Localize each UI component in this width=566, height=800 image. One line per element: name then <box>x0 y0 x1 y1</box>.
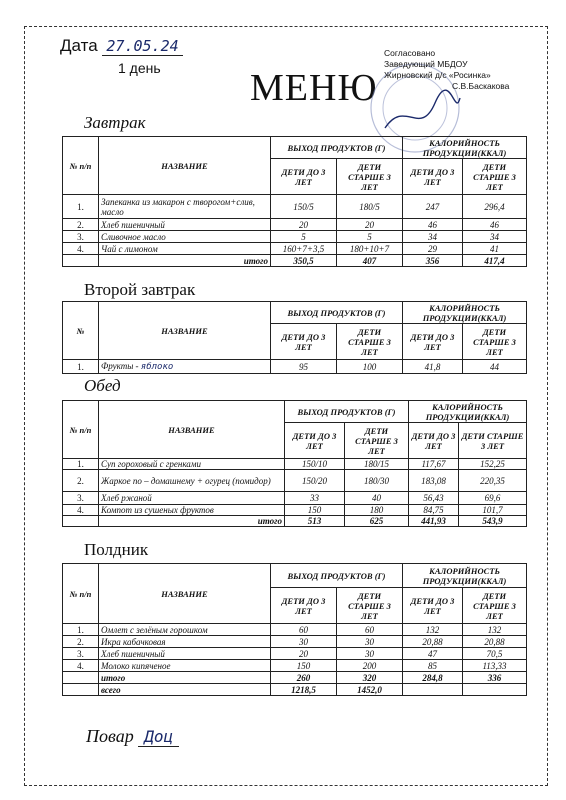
total-row: итого 350,5 407 356 417,4 <box>63 255 527 267</box>
cook-signature-line: Повар Доц <box>86 726 179 747</box>
handwritten-fruit: яблоко <box>140 362 174 372</box>
table-row: 4. Компот из сушеных фруктов 150 180 84,75 101,7 <box>63 505 527 516</box>
page-title: МЕНЮ <box>250 67 378 109</box>
date-value: 27.05.24 <box>102 37 182 56</box>
section-title-lunch: Обед <box>84 376 121 395</box>
day-label: 1 день <box>118 60 161 76</box>
section-title-snack: Полдник <box>84 540 149 559</box>
table-row: 3. Сливочное масло 5 5 34 34 <box>63 231 527 243</box>
grand-total-row: всего 1218,5 1452,0 <box>63 684 527 696</box>
table-lunch: № п/п НАЗВАНИЕ ВЫХОД ПРОДУКТОВ (Г) КАЛОРИЙНОСТЬ ПРОДУКЦИИ(ККАЛ) ДЕТИ ДО 3 ЛЕТ ДЕТИ СТАРШЕ 3 ЛЕТ ДЕТИ ДО 3 ЛЕТ ДЕТИ СТАРШЕ 3 ЛЕТ 1. Суп гороховый с гренками 150/10 180/15 117,67 152,25 2. Жаркое по – домашнему + огурец (помидор) 150/20 180/30 183,08 220,35 3. Хлеб ржаной 33 40 56,43 69,6 4. Компот из сушеных фруктов 150 180 84,75 101,7 итого 513 625 441,93 543,9 <box>62 400 527 527</box>
approval-block: Согласовано Заведующий МБДОУ Жирновский д/с «Росинка» С.В.Баскакова <box>384 48 510 91</box>
cook-signature: Доц <box>138 727 179 747</box>
table-row: 1. Суп гороховый с гренками 150/10 180/15 117,67 152,25 <box>63 459 527 470</box>
table-row: 4. Чай с лимоном 160+7+3,5 180+10+7 29 41 <box>63 243 527 255</box>
table-row: 4. Молоко кипяченое 150 200 85 113,33 <box>63 660 527 672</box>
table-row: 1. Омлет с зелёным горошком 60 60 132 132 <box>63 624 527 636</box>
section-title-second-breakfast: Второй завтрак <box>84 280 196 299</box>
table-row: 1. Запеканка из макарон с творогом+слив, масло 150/5 180/5 247 296,4 <box>63 195 527 219</box>
total-row: итого 513 625 441,93 543,9 <box>63 516 527 527</box>
table-row: 3. Хлеб пшеничный 20 30 47 70,5 <box>63 648 527 660</box>
table-row: 2. Икра кабачковая 30 30 20,88 20,88 <box>63 636 527 648</box>
table-row: 2. Жаркое по – домашнему + огурец (помидор) 150/20 180/30 183,08 220,35 <box>63 470 527 492</box>
table-second-breakfast: № НАЗВАНИЕ ВЫХОД ПРОДУКТОВ (Г) КАЛОРИЙНОСТЬ ПРОДУКЦИИ(ККАЛ) ДЕТИ ДО 3 ЛЕТ ДЕТИ СТАРШЕ 3 ЛЕТ ДЕТИ ДО 3 ЛЕТ ДЕТИ СТАРШЕ 3 ЛЕТ 1. Фрукты - яблоко 95 100 41,8 44 <box>62 301 527 374</box>
table-row: 2. Хлеб пшеничный 20 20 46 46 <box>63 219 527 231</box>
table-row: 3. Хлеб ржаной 33 40 56,43 69,6 <box>63 492 527 505</box>
table-breakfast: № п/п НАЗВАНИЕ ВЫХОД ПРОДУКТОВ (Г) КАЛОРИЙНОСТЬ ПРОДУКЦИИ(ККАЛ) ДЕТИ ДО 3 ЛЕТ ДЕТИ СТАРШЕ 3 ЛЕТ ДЕТИ ДО 3 ЛЕТ ДЕТИ СТАРШЕ 3 ЛЕТ 1. Запеканка из макарон с творогом+слив, масло 150/5 180/5 247 296,4 2. Хлеб пшеничный 20 20 46 46 3. Сливочное масло 5 5 34 34 4. Чай с лимоном 160+7+3,5 180+10+7 29 41 итого 350,5 407 356 417,4 <box>62 136 527 267</box>
table-snack: № п/п НАЗВАНИЕ ВЫХОД ПРОДУКТОВ (Г) КАЛОРИЙНОСТЬ ПРОДУКЦИИ(ККАЛ) ДЕТИ ДО 3 ЛЕТ ДЕТИ СТАРШЕ 3 ЛЕТ ДЕТИ ДО 3 ЛЕТ ДЕТИ СТАРШЕ 3 ЛЕТ 1. Омлет с зелёным горошком 60 60 132 132 2. Икра кабачковая 30 30 20,88 20,88 3. Хлеб пшеничный 20 30 47 70,5 4. Молоко кипяченое 150 200 85 113,33 итого 260 320 284,8 336 всего 1218,5 1452,0 <box>62 563 527 696</box>
total-row: итого 260 320 284,8 336 <box>63 672 527 684</box>
section-title-breakfast: Завтрак <box>84 113 146 132</box>
date-line: Дата 27.05.24 <box>60 36 183 56</box>
table-row: 1. Фрукты - яблоко 95 100 41,8 44 <box>63 360 527 374</box>
